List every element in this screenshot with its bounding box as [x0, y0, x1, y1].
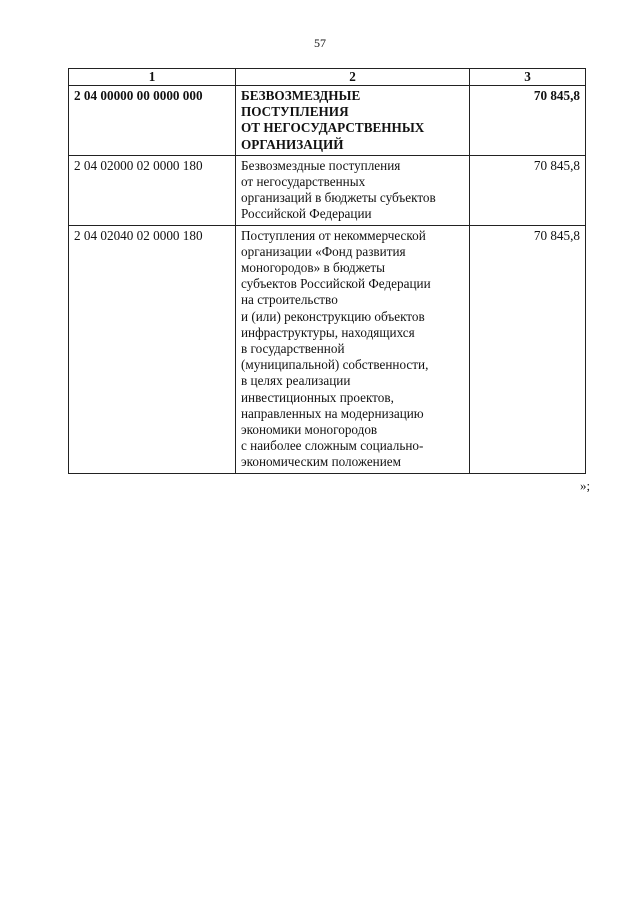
table-row: [69, 225, 586, 473]
revenue-description: Поступления от некоммерческой организации «Фонд развития моногородов» в бюджеты субъектов Российской Федерации на строительство и (или) реконструкцию объектов инфраструктуры, находящихся в государственной (муниципальной) собственности, в целях реализации инвестиционных проектов, направленных на модернизацию экономики моногородов с наиболее сложным социально- экономическим положением: [236, 225, 470, 473]
column-header-3: 3: [470, 69, 586, 86]
revenue-description: Безвозмездные поступления от негосударственных организаций в бюджеты субъектов Российской Федерации: [236, 155, 470, 225]
budget-revenue-table: [68, 68, 586, 474]
table-row: [69, 155, 586, 225]
revenue-code: 2 04 00000 00 0000 000: [69, 86, 236, 156]
revenue-amount: 70 845,8: [470, 155, 586, 225]
revenue-code: 2 04 02000 02 0000 180: [69, 155, 236, 225]
column-header-2: 2: [236, 69, 470, 86]
table-row: [69, 86, 586, 156]
revenue-amount: 70 845,8: [470, 86, 586, 156]
revenue-amount: 70 845,8: [470, 225, 586, 473]
column-header-1: 1: [69, 69, 236, 86]
closing-quote-mark: »;: [580, 478, 591, 493]
revenue-code: 2 04 02040 02 0000 180: [69, 225, 236, 473]
table-header-row: [69, 69, 586, 86]
revenue-description: БЕЗВОЗМЕЗДНЫЕ ПОСТУПЛЕНИЯ ОТ НЕГОСУДАРСТВЕННЫХ ОРГАНИЗАЦИЙ: [236, 86, 470, 156]
page-number: 57: [314, 36, 326, 50]
